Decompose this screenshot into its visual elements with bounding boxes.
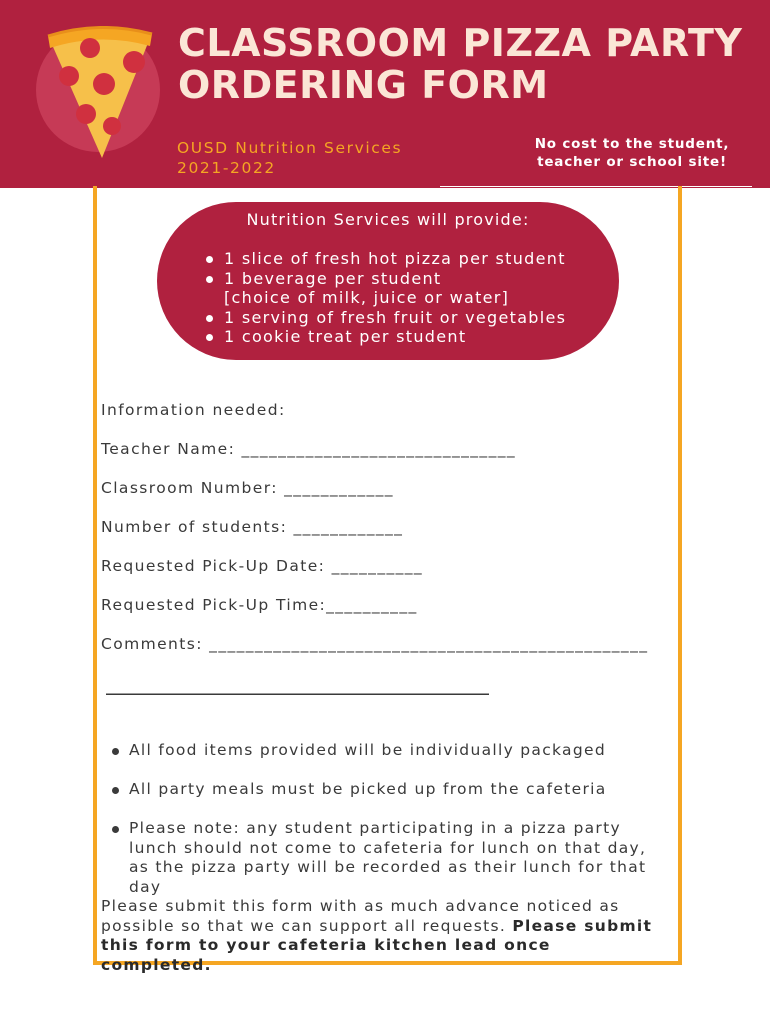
provide-item: 1 slice of fresh hot pizza per student <box>204 249 566 269</box>
note-item: All party meals must be picked up from the cafeteria <box>110 780 670 800</box>
pickup-time-field[interactable]: Requested Pick-Up Time:__________ <box>101 596 418 614</box>
header-banner <box>0 0 770 188</box>
title-line-2: ORDERING FORM <box>178 63 549 107</box>
note-item: All food items provided will be individually packaged <box>110 741 670 761</box>
subtitle <box>177 138 402 178</box>
comments-field[interactable]: Comments: ________________________________________________ <box>101 635 649 653</box>
subtitle-line-2: 2021-2022 <box>177 159 276 177</box>
provide-heading: Nutrition Services will provide: <box>246 210 530 229</box>
classroom-number-field[interactable]: Classroom Number: ____________ <box>101 479 394 497</box>
provide-box <box>157 202 619 360</box>
pizza-slice-icon <box>42 26 160 162</box>
cost-note-line-1: No cost to the student, <box>534 136 730 152</box>
cost-note-line-2: teacher or school site! <box>537 154 727 170</box>
cost-note <box>512 135 752 171</box>
teacher-name-field[interactable]: Teacher Name: ______________________________ <box>101 440 517 458</box>
submit-text: Please submit this form with as much advance noticed as possible so that we can support all requests. <box>101 897 620 935</box>
info-heading: Information needed: <box>101 401 286 419</box>
title-line-1: CLASSROOM PIZZA PARTY <box>178 21 743 65</box>
notes-list <box>110 741 670 917</box>
note-item: Please note: any student participating in a pizza party lunch should not come to cafeteria for lunch on that day, as the pizza party will be recorded as their lunch for that day <box>110 819 670 897</box>
pickup-date-field[interactable]: Requested Pick-Up Date: __________ <box>101 557 424 575</box>
subtitle-line-1: OUSD Nutrition Services <box>177 139 403 157</box>
provide-item: 1 cookie treat per student <box>204 327 566 347</box>
provide-item-continuation: [choice of milk, juice or water] <box>224 288 510 307</box>
submit-bold-text: Please submit this form to your cafeteria kitchen lead once completed. <box>101 916 653 974</box>
provide-list <box>204 249 566 347</box>
submit-instructions <box>101 897 661 975</box>
provide-item: 1 beverage per student <box>204 269 566 289</box>
comments-continuation-line[interactable]: ___________________________________________________ <box>106 676 489 695</box>
provide-item: 1 serving of fresh fruit or vegetables <box>204 308 566 328</box>
number-of-students-field[interactable]: Number of students: ____________ <box>101 518 404 536</box>
page-title <box>178 22 758 106</box>
